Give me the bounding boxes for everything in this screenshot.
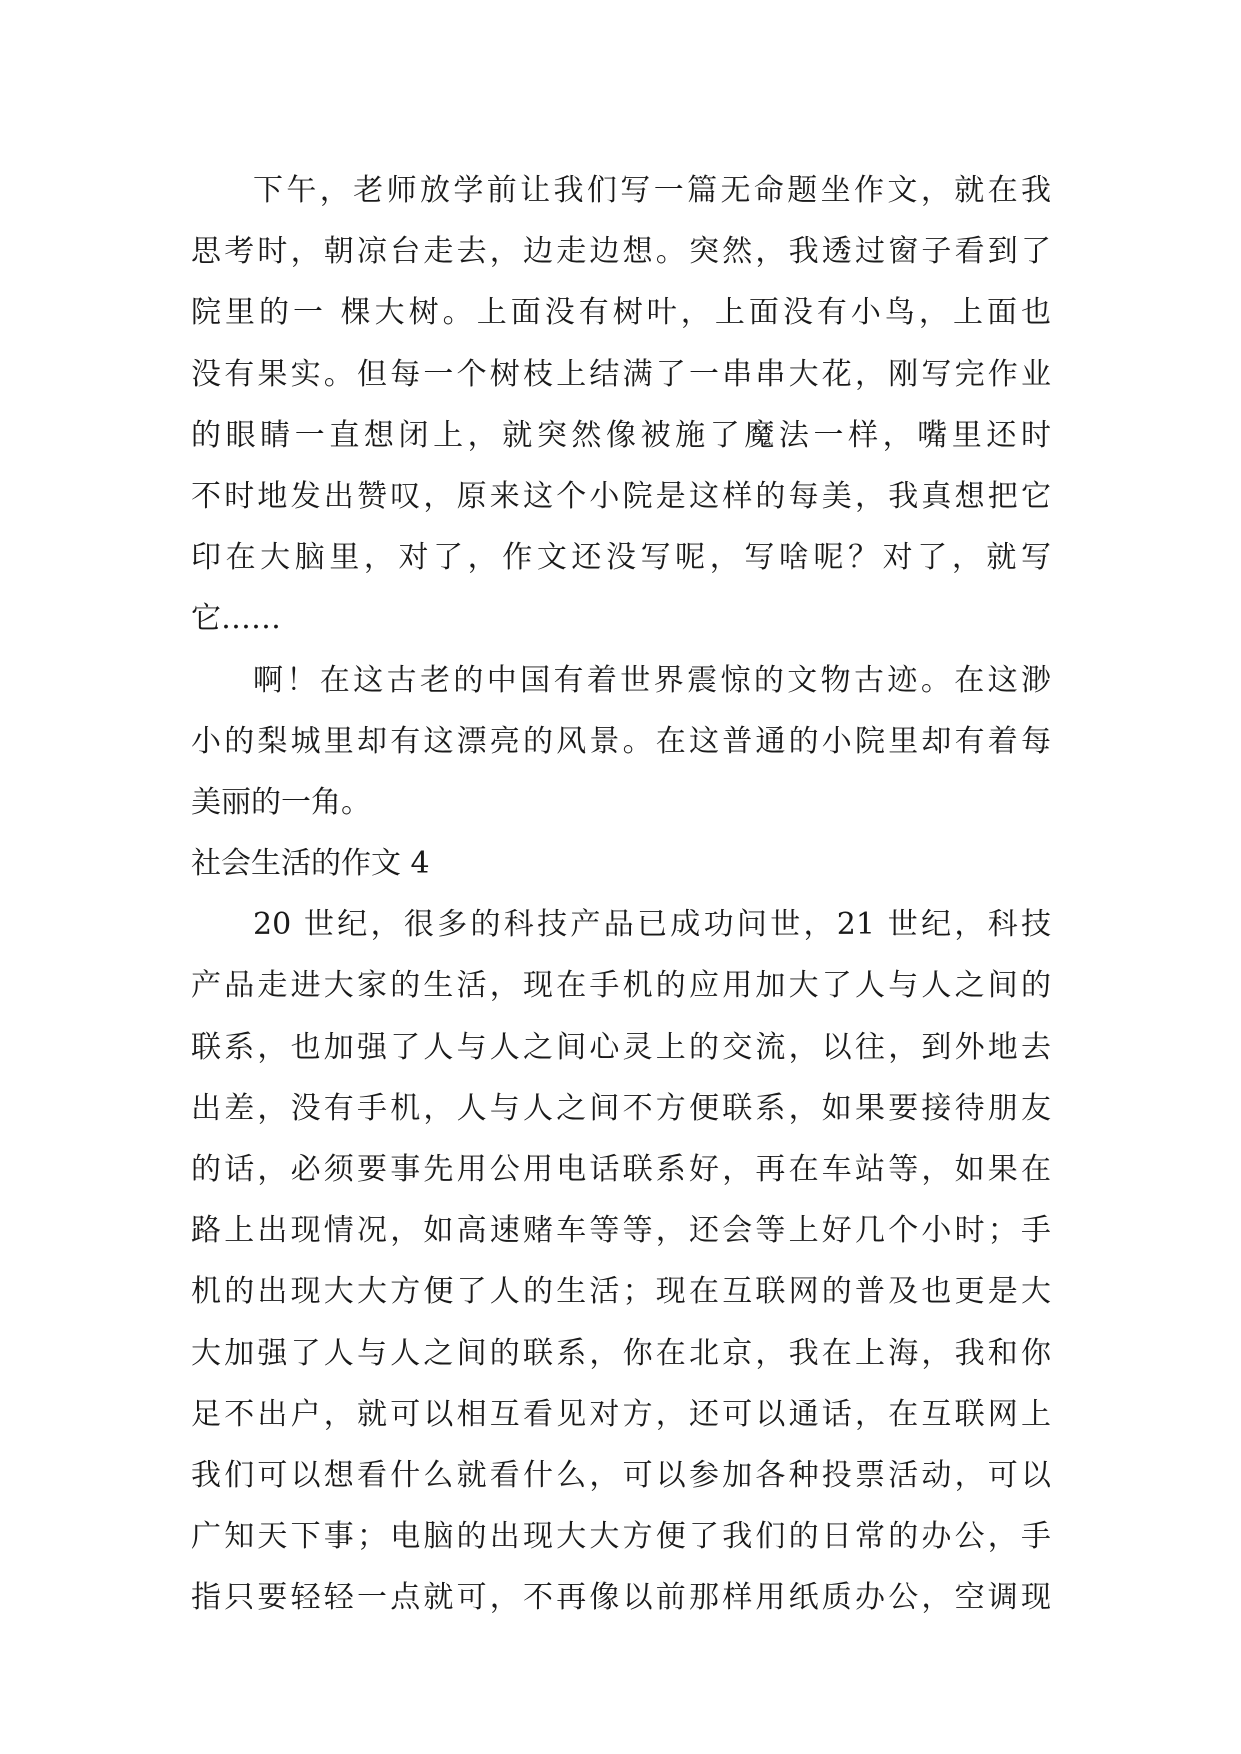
text-line: 大加强了人与人之间的联系，你在北京，我在上海，我和你	[191, 1335, 1051, 1371]
paragraph-1	[191, 160, 1051, 650]
text-line: 机的出现大大方便了人的生活；现在互联网的普及也更是大	[191, 1274, 1051, 1310]
paragraph-3	[191, 894, 1051, 1628]
text-line: 我们可以想看什么就看什么，可以参加各种投票活动，可以	[191, 1457, 1051, 1493]
text-line: 的话，必须要事先用公用电话联系好，再在车站等，如果在	[191, 1152, 1051, 1187]
section-title: 社会生活的作文 4	[191, 846, 430, 882]
text-line: 路上出现情况，如高速赌车等等，还会等上好几个小时；手	[191, 1213, 1051, 1249]
text-line: 没有果实。但每一个树枝上结满了一串串大花，刚写完作业	[191, 356, 1051, 392]
text-line: 美丽的一角。	[191, 784, 371, 820]
text-line: 啊！在这古老的中国有着世界震惊的文物古迹。在这渺	[253, 662, 1051, 698]
text-line: 它……	[191, 601, 281, 637]
text-line: 20 世纪，很多的科技产品已成功问世，21 世纪，科技	[253, 907, 1051, 943]
text-line: 出差，没有手机，人与人之间不方便联系，如果要接待朋友	[191, 1090, 1051, 1126]
text-line: 院里的一 棵大树。上面没有树叶，上面没有小鸟，上面也	[191, 295, 1051, 331]
text-line: 广知天下事；电脑的出现大大方便了我们的日常的办公，手	[191, 1519, 1051, 1555]
text-line: 指只要轻轻一点就可，不再像以前那样用纸质办公，空调现	[191, 1580, 1051, 1616]
text-line: 不时地发出赞叹，原来这个小院是这样的每美，我真想把它	[191, 478, 1051, 514]
text-line: 的眼睛一直想闭上，就突然像被施了魔法一样，嘴里还时	[191, 417, 1051, 453]
text-line: 思考时，朝凉台走去，边走边想。突然，我透过窗子看到了	[191, 234, 1051, 270]
document-body	[191, 160, 1051, 1629]
text-line: 足不出户，就可以相互看见对方，还可以通话，在互联网上	[191, 1396, 1051, 1432]
text-line: 下午，老师放学前让我们写一篇无命题坐作文，就在我	[253, 173, 1051, 208]
text-line: 印在大脑里，对了，作文还没写呢，写啥呢？对了，就写	[191, 540, 1051, 576]
text-line: 联系，也加强了人与人之间心灵上的交流，以往，到外地去	[191, 1029, 1051, 1065]
paragraph-2	[191, 650, 1051, 834]
text-line: 小的梨城里却有这漂亮的风景。在这普通的小院里却有着每	[191, 723, 1051, 759]
text-line: 产品走进大家的生活，现在手机的应用加大了人与人之间的	[191, 968, 1051, 1004]
